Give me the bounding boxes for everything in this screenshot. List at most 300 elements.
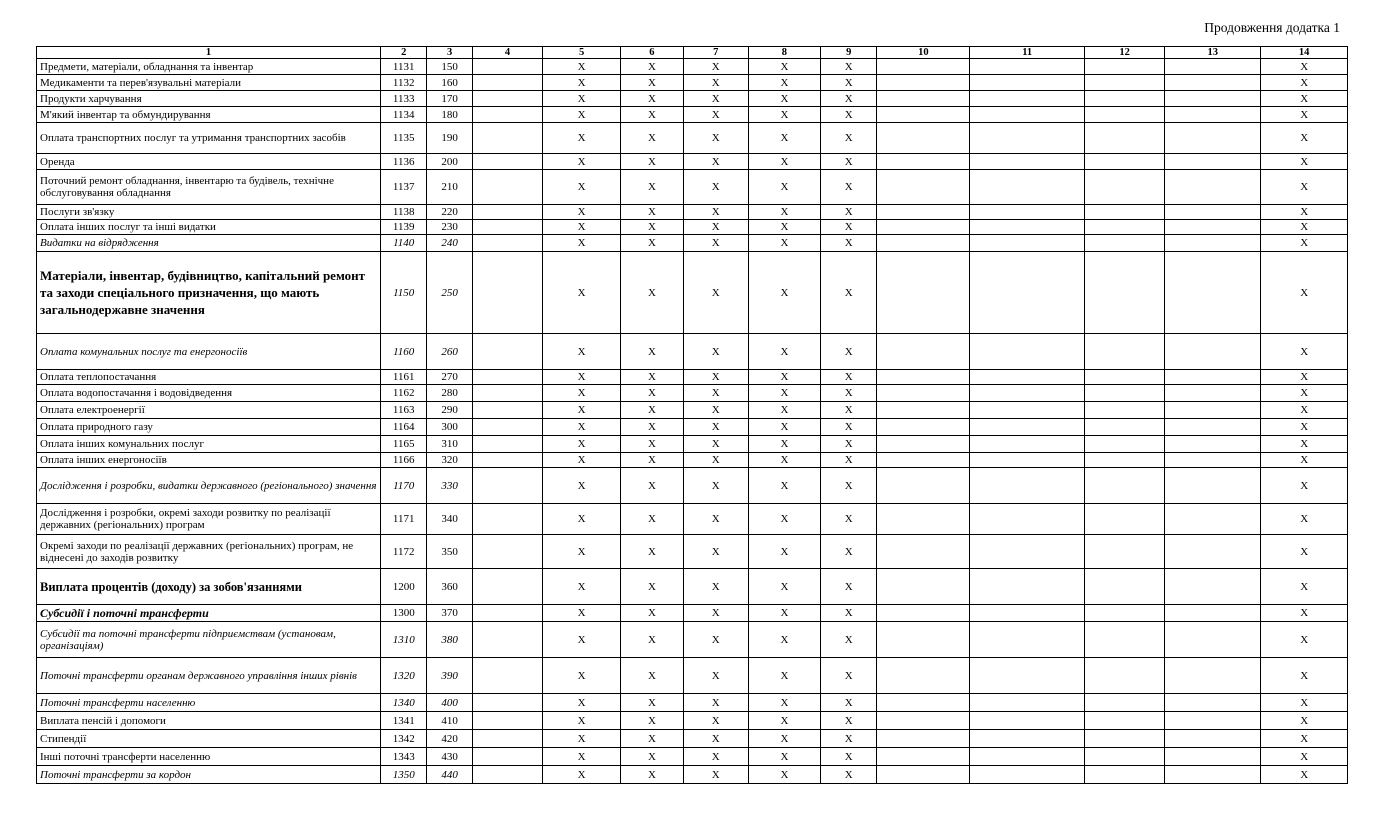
- table-row: [37, 370, 1348, 385]
- x-mark-cell: Х: [683, 385, 748, 402]
- row-number: 190: [427, 123, 472, 154]
- row-code: 1161: [380, 370, 427, 385]
- x-mark-cell: Х: [543, 402, 621, 419]
- column-header: 2: [380, 47, 427, 59]
- empty-cell: [1085, 235, 1165, 252]
- x-mark-cell: Х: [621, 123, 684, 154]
- empty-cell: [472, 766, 542, 784]
- x-mark-cell: Х: [748, 334, 820, 370]
- x-mark-cell: Х: [621, 730, 684, 748]
- x-mark-cell: Х: [621, 436, 684, 453]
- empty-cell: [472, 123, 542, 154]
- row-code: 1132: [380, 75, 427, 91]
- row-name: Дослідження і розробки, видатки державного (регіонального) значення: [37, 468, 381, 504]
- empty-cell: [1085, 205, 1165, 220]
- x-mark-cell: Х: [683, 252, 748, 334]
- empty-cell: [970, 334, 1085, 370]
- x-mark-cell: Х: [821, 569, 877, 605]
- x-mark-cell: Х: [821, 75, 877, 91]
- empty-cell: [472, 569, 542, 605]
- table-row: [37, 220, 1348, 235]
- row-name: Інші поточні трансферти населенню: [37, 748, 381, 766]
- empty-cell: [472, 748, 542, 766]
- x-mark-cell: Х: [621, 402, 684, 419]
- x-mark-cell: Х: [821, 154, 877, 170]
- empty-cell: [1165, 220, 1261, 235]
- empty-cell: [1085, 453, 1165, 468]
- row-number: 430: [427, 748, 472, 766]
- x-mark-cell: Х: [748, 419, 820, 436]
- appendix-continuation-caption: Продовження додатка 1: [1204, 20, 1340, 35]
- empty-cell: [1165, 436, 1261, 453]
- empty-cell: [877, 694, 970, 712]
- x-mark-cell: Х: [543, 107, 621, 123]
- empty-cell: [1165, 569, 1261, 605]
- x-mark-cell: Х: [621, 694, 684, 712]
- empty-cell: [1165, 694, 1261, 712]
- table-row: [37, 205, 1348, 220]
- x-mark-cell: Х: [748, 453, 820, 468]
- empty-cell: [1085, 334, 1165, 370]
- empty-cell: [472, 370, 542, 385]
- x-mark-cell: Х: [543, 605, 621, 622]
- empty-cell: [970, 730, 1085, 748]
- empty-cell: [472, 504, 542, 535]
- x-mark-cell: Х: [621, 154, 684, 170]
- empty-cell: [472, 468, 542, 504]
- empty-cell: [472, 694, 542, 712]
- row-name: Поточні трансферти населенню: [37, 694, 381, 712]
- x-mark-cell: Х: [748, 75, 820, 91]
- row-name: Субсидії і поточні трансферти: [37, 605, 381, 622]
- empty-cell: [472, 205, 542, 220]
- empty-cell: [472, 235, 542, 252]
- row-code: 1171: [380, 504, 427, 535]
- table-row: [37, 402, 1348, 419]
- row-code: 1137: [380, 170, 427, 205]
- empty-cell: [970, 468, 1085, 504]
- x-mark-cell: Х: [821, 220, 877, 235]
- x-mark-cell: Х: [748, 694, 820, 712]
- table-row: [37, 419, 1348, 436]
- empty-cell: [970, 252, 1085, 334]
- x-mark-cell: Х: [1261, 658, 1348, 694]
- x-mark-cell: Х: [748, 468, 820, 504]
- row-number: 350: [427, 535, 472, 569]
- x-mark-cell: Х: [748, 107, 820, 123]
- x-mark-cell: Х: [683, 123, 748, 154]
- row-number: 220: [427, 205, 472, 220]
- x-mark-cell: Х: [683, 504, 748, 535]
- empty-cell: [472, 220, 542, 235]
- table-row: [37, 154, 1348, 170]
- empty-cell: [1085, 535, 1165, 569]
- x-mark-cell: Х: [821, 622, 877, 658]
- row-code: 1135: [380, 123, 427, 154]
- empty-cell: [472, 59, 542, 75]
- empty-cell: [1085, 419, 1165, 436]
- x-mark-cell: Х: [621, 370, 684, 385]
- empty-cell: [472, 605, 542, 622]
- x-mark-cell: Х: [1261, 504, 1348, 535]
- x-mark-cell: Х: [821, 59, 877, 75]
- empty-cell: [877, 91, 970, 107]
- x-mark-cell: Х: [1261, 205, 1348, 220]
- x-mark-cell: Х: [748, 658, 820, 694]
- empty-cell: [877, 436, 970, 453]
- column-header: 13: [1165, 47, 1261, 59]
- x-mark-cell: Х: [821, 730, 877, 748]
- empty-cell: [1165, 334, 1261, 370]
- empty-cell: [1165, 370, 1261, 385]
- x-mark-cell: Х: [683, 436, 748, 453]
- x-mark-cell: Х: [1261, 569, 1348, 605]
- empty-cell: [970, 436, 1085, 453]
- empty-cell: [970, 59, 1085, 75]
- empty-cell: [1165, 535, 1261, 569]
- x-mark-cell: Х: [1261, 535, 1348, 569]
- column-header: 6: [621, 47, 684, 59]
- row-code: 1310: [380, 622, 427, 658]
- empty-cell: [877, 123, 970, 154]
- x-mark-cell: Х: [821, 252, 877, 334]
- table-row: [37, 694, 1348, 712]
- empty-cell: [1165, 107, 1261, 123]
- x-mark-cell: Х: [543, 205, 621, 220]
- empty-cell: [970, 569, 1085, 605]
- row-code: 1140: [380, 235, 427, 252]
- empty-cell: [1085, 766, 1165, 784]
- empty-cell: [970, 453, 1085, 468]
- empty-cell: [877, 468, 970, 504]
- empty-cell: [1085, 468, 1165, 504]
- x-mark-cell: Х: [821, 658, 877, 694]
- x-mark-cell: Х: [748, 235, 820, 252]
- x-mark-cell: Х: [821, 605, 877, 622]
- x-mark-cell: Х: [621, 205, 684, 220]
- x-mark-cell: Х: [621, 605, 684, 622]
- table-row: [37, 658, 1348, 694]
- x-mark-cell: Х: [543, 535, 621, 569]
- row-code: 1150: [380, 252, 427, 334]
- x-mark-cell: Х: [683, 748, 748, 766]
- row-name: Оренда: [37, 154, 381, 170]
- empty-cell: [877, 334, 970, 370]
- empty-cell: [1085, 170, 1165, 205]
- x-mark-cell: Х: [621, 59, 684, 75]
- x-mark-cell: Х: [621, 235, 684, 252]
- empty-cell: [1085, 605, 1165, 622]
- x-mark-cell: Х: [1261, 170, 1348, 205]
- empty-cell: [970, 75, 1085, 91]
- x-mark-cell: Х: [1261, 91, 1348, 107]
- x-mark-cell: Х: [683, 370, 748, 385]
- empty-cell: [877, 712, 970, 730]
- x-mark-cell: Х: [748, 170, 820, 205]
- x-mark-cell: Х: [748, 730, 820, 748]
- x-mark-cell: Х: [1261, 605, 1348, 622]
- x-mark-cell: Х: [543, 334, 621, 370]
- x-mark-cell: Х: [543, 91, 621, 107]
- x-mark-cell: Х: [621, 748, 684, 766]
- x-mark-cell: Х: [683, 658, 748, 694]
- empty-cell: [1165, 504, 1261, 535]
- row-name: Оплата природного газу: [37, 419, 381, 436]
- empty-cell: [1085, 91, 1165, 107]
- row-code: 1163: [380, 402, 427, 419]
- empty-cell: [877, 370, 970, 385]
- row-number: 300: [427, 419, 472, 436]
- empty-cell: [1165, 91, 1261, 107]
- x-mark-cell: Х: [683, 75, 748, 91]
- x-mark-cell: Х: [543, 730, 621, 748]
- x-mark-cell: Х: [621, 385, 684, 402]
- row-code: 1200: [380, 569, 427, 605]
- row-code: 1320: [380, 658, 427, 694]
- x-mark-cell: Х: [543, 154, 621, 170]
- x-mark-cell: Х: [621, 535, 684, 569]
- x-mark-cell: Х: [543, 59, 621, 75]
- x-mark-cell: Х: [683, 605, 748, 622]
- x-mark-cell: Х: [683, 453, 748, 468]
- x-mark-cell: Х: [1261, 385, 1348, 402]
- empty-cell: [1085, 730, 1165, 748]
- table-row: [37, 91, 1348, 107]
- row-number: 400: [427, 694, 472, 712]
- x-mark-cell: Х: [621, 252, 684, 334]
- empty-cell: [877, 385, 970, 402]
- empty-cell: [970, 694, 1085, 712]
- empty-cell: [1085, 123, 1165, 154]
- x-mark-cell: Х: [683, 59, 748, 75]
- x-mark-cell: Х: [543, 468, 621, 504]
- x-mark-cell: Х: [621, 569, 684, 605]
- x-mark-cell: Х: [1261, 419, 1348, 436]
- column-header: 7: [683, 47, 748, 59]
- table-row: [37, 107, 1348, 123]
- x-mark-cell: Х: [683, 402, 748, 419]
- row-number: 380: [427, 622, 472, 658]
- empty-cell: [472, 402, 542, 419]
- table-row: [37, 468, 1348, 504]
- x-mark-cell: Х: [543, 569, 621, 605]
- row-number: 330: [427, 468, 472, 504]
- x-mark-cell: Х: [821, 334, 877, 370]
- empty-cell: [1085, 107, 1165, 123]
- x-mark-cell: Х: [1261, 334, 1348, 370]
- x-mark-cell: Х: [1261, 436, 1348, 453]
- row-name: Видатки на відрядження: [37, 235, 381, 252]
- row-name: Дослідження і розробки, окремі заходи розвитку по реалізації державних (регіональних) програм: [37, 504, 381, 535]
- table-row: [37, 569, 1348, 605]
- empty-cell: [472, 154, 542, 170]
- x-mark-cell: Х: [543, 453, 621, 468]
- x-mark-cell: Х: [821, 504, 877, 535]
- x-mark-cell: Х: [683, 468, 748, 504]
- empty-cell: [970, 170, 1085, 205]
- empty-cell: [970, 605, 1085, 622]
- empty-cell: [1165, 712, 1261, 730]
- x-mark-cell: Х: [543, 123, 621, 154]
- x-mark-cell: Х: [543, 370, 621, 385]
- row-name: Продукти харчування: [37, 91, 381, 107]
- empty-cell: [1085, 712, 1165, 730]
- row-code: 1136: [380, 154, 427, 170]
- row-name: Оплата електроенергії: [37, 402, 381, 419]
- x-mark-cell: Х: [748, 91, 820, 107]
- x-mark-cell: Х: [1261, 402, 1348, 419]
- empty-cell: [472, 622, 542, 658]
- x-mark-cell: Х: [621, 91, 684, 107]
- row-name: Предмети, матеріали, обладнання та інвентар: [37, 59, 381, 75]
- x-mark-cell: Х: [683, 107, 748, 123]
- table-row: [37, 504, 1348, 535]
- x-mark-cell: Х: [1261, 730, 1348, 748]
- table-row: [37, 605, 1348, 622]
- empty-cell: [1085, 154, 1165, 170]
- empty-cell: [1165, 658, 1261, 694]
- x-mark-cell: Х: [683, 730, 748, 748]
- x-mark-cell: Х: [821, 402, 877, 419]
- empty-cell: [970, 220, 1085, 235]
- column-header: 9: [821, 47, 877, 59]
- row-name: Поточні трансферти органам державного управління інших рівнів: [37, 658, 381, 694]
- x-mark-cell: Х: [543, 75, 621, 91]
- row-code: 1350: [380, 766, 427, 784]
- x-mark-cell: Х: [621, 504, 684, 535]
- empty-cell: [877, 535, 970, 569]
- row-name: Послуги зв'язку: [37, 205, 381, 220]
- x-mark-cell: Х: [748, 766, 820, 784]
- x-mark-cell: Х: [1261, 75, 1348, 91]
- row-code: 1170: [380, 468, 427, 504]
- x-mark-cell: Х: [543, 766, 621, 784]
- empty-cell: [877, 402, 970, 419]
- x-mark-cell: Х: [621, 419, 684, 436]
- row-code: 1164: [380, 419, 427, 436]
- table-row: [37, 730, 1348, 748]
- x-mark-cell: Х: [683, 154, 748, 170]
- empty-cell: [1165, 766, 1261, 784]
- x-mark-cell: Х: [1261, 235, 1348, 252]
- table-row: [37, 712, 1348, 730]
- row-number: 280: [427, 385, 472, 402]
- empty-cell: [1165, 468, 1261, 504]
- row-number: 210: [427, 170, 472, 205]
- empty-cell: [1165, 235, 1261, 252]
- row-number: 170: [427, 91, 472, 107]
- empty-cell: [970, 658, 1085, 694]
- row-number: 240: [427, 235, 472, 252]
- x-mark-cell: Х: [1261, 370, 1348, 385]
- x-mark-cell: Х: [543, 748, 621, 766]
- column-header: 11: [970, 47, 1085, 59]
- x-mark-cell: Х: [683, 622, 748, 658]
- empty-cell: [1165, 453, 1261, 468]
- x-mark-cell: Х: [748, 436, 820, 453]
- x-mark-cell: Х: [748, 252, 820, 334]
- empty-cell: [472, 385, 542, 402]
- x-mark-cell: Х: [621, 170, 684, 205]
- x-mark-cell: Х: [543, 658, 621, 694]
- x-mark-cell: Х: [683, 170, 748, 205]
- x-mark-cell: Х: [748, 154, 820, 170]
- table-row: [37, 252, 1348, 334]
- empty-cell: [970, 766, 1085, 784]
- x-mark-cell: Х: [683, 712, 748, 730]
- x-mark-cell: Х: [821, 370, 877, 385]
- row-name: Поточні трансферти за кордон: [37, 766, 381, 784]
- empty-cell: [970, 419, 1085, 436]
- empty-cell: [970, 154, 1085, 170]
- x-mark-cell: Х: [1261, 468, 1348, 504]
- x-mark-cell: Х: [748, 748, 820, 766]
- table-row: [37, 170, 1348, 205]
- empty-cell: [1165, 748, 1261, 766]
- x-mark-cell: Х: [683, 535, 748, 569]
- table-row: [37, 622, 1348, 658]
- column-number-row: [37, 47, 1348, 59]
- x-mark-cell: Х: [748, 370, 820, 385]
- x-mark-cell: Х: [821, 535, 877, 569]
- x-mark-cell: Х: [748, 605, 820, 622]
- column-header: 4: [472, 47, 542, 59]
- column-header: 5: [543, 47, 621, 59]
- row-number: 420: [427, 730, 472, 748]
- empty-cell: [877, 504, 970, 535]
- column-header: 12: [1085, 47, 1165, 59]
- row-number: 440: [427, 766, 472, 784]
- row-code: 1133: [380, 91, 427, 107]
- table-row: [37, 75, 1348, 91]
- column-header: 3: [427, 47, 472, 59]
- x-mark-cell: Х: [1261, 694, 1348, 712]
- empty-cell: [472, 107, 542, 123]
- empty-cell: [1165, 622, 1261, 658]
- empty-cell: [970, 402, 1085, 419]
- x-mark-cell: Х: [543, 385, 621, 402]
- empty-cell: [1165, 385, 1261, 402]
- empty-cell: [1165, 59, 1261, 75]
- x-mark-cell: Х: [821, 107, 877, 123]
- x-mark-cell: Х: [683, 334, 748, 370]
- x-mark-cell: Х: [748, 385, 820, 402]
- empty-cell: [877, 75, 970, 91]
- x-mark-cell: Х: [821, 468, 877, 504]
- row-name: Субсидії та поточні трансферти підприємствам (установам, організаціям): [37, 622, 381, 658]
- x-mark-cell: Х: [621, 334, 684, 370]
- x-mark-cell: Х: [1261, 453, 1348, 468]
- x-mark-cell: Х: [821, 385, 877, 402]
- row-number: 260: [427, 334, 472, 370]
- row-name: Окремі заходи по реалізації державних (регіональних) програм, не віднесені до заходів розвитку: [37, 535, 381, 569]
- empty-cell: [877, 154, 970, 170]
- x-mark-cell: Х: [543, 419, 621, 436]
- row-name: Оплата теплопостачання: [37, 370, 381, 385]
- empty-cell: [877, 605, 970, 622]
- empty-cell: [970, 622, 1085, 658]
- row-number: 360: [427, 569, 472, 605]
- x-mark-cell: Х: [543, 712, 621, 730]
- empty-cell: [1165, 730, 1261, 748]
- x-mark-cell: Х: [683, 694, 748, 712]
- x-mark-cell: Х: [621, 75, 684, 91]
- empty-cell: [877, 107, 970, 123]
- x-mark-cell: Х: [821, 694, 877, 712]
- empty-cell: [1165, 75, 1261, 91]
- x-mark-cell: Х: [683, 235, 748, 252]
- empty-cell: [472, 75, 542, 91]
